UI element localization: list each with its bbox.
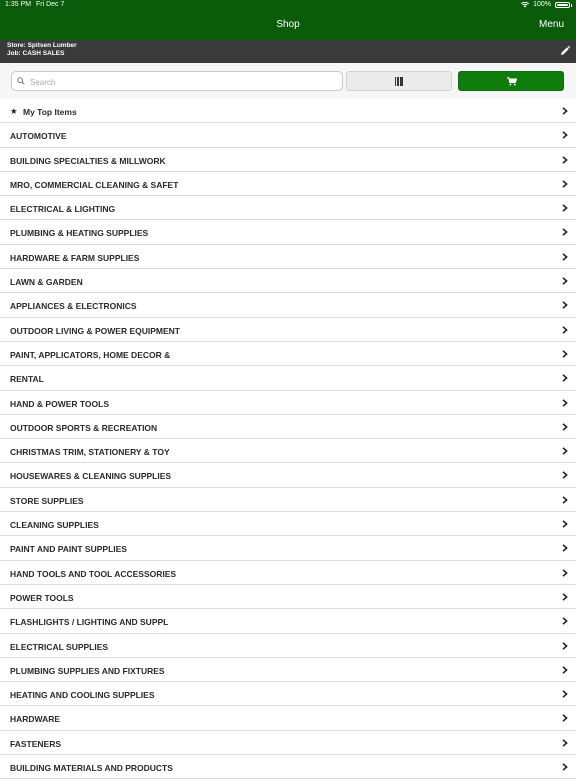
chevron-right-icon bbox=[562, 739, 568, 747]
cart-icon bbox=[507, 77, 517, 86]
pencil-icon[interactable] bbox=[559, 45, 571, 57]
star-icon: ★ bbox=[10, 106, 18, 116]
list-item-label: AUTOMOTIVE bbox=[10, 131, 67, 142]
list-item[interactable] bbox=[0, 585, 576, 609]
chevron-right-icon bbox=[562, 253, 568, 261]
list-item-label: LAWN & GARDEN bbox=[10, 277, 83, 288]
chevron-right-icon bbox=[562, 326, 568, 334]
list-item-label: PLUMBING & HEATING SUPPLIES bbox=[10, 228, 149, 239]
list-item-label: HARDWARE & FARM SUPPLIES bbox=[10, 252, 140, 263]
list-item-label: FASTENERS bbox=[10, 738, 62, 749]
list-item[interactable] bbox=[0, 415, 576, 439]
list-item[interactable] bbox=[0, 512, 576, 536]
list-item-label: PAINT AND PAINT SUPPLIES bbox=[10, 544, 127, 555]
list-item-label: HEATING AND COOLING SUPPLIES bbox=[10, 690, 155, 701]
list-item-label: CLEANING SUPPLIES bbox=[10, 520, 99, 531]
list-item[interactable] bbox=[0, 123, 576, 147]
list-item[interactable] bbox=[0, 391, 576, 415]
status-time: 1:35 PM bbox=[5, 1, 32, 8]
list-item[interactable] bbox=[0, 609, 576, 633]
list-item-label: BUILDING MATERIALS AND PRODUCTS bbox=[10, 763, 173, 774]
chevron-right-icon bbox=[562, 131, 568, 139]
list-item-label: HAND & POWER TOOLS bbox=[10, 398, 110, 409]
list-item[interactable] bbox=[0, 196, 576, 220]
chevron-right-icon bbox=[562, 593, 568, 601]
list-item[interactable] bbox=[0, 731, 576, 755]
list-item[interactable] bbox=[0, 342, 576, 366]
chevron-right-icon bbox=[562, 204, 568, 212]
list-item-label: RENTAL bbox=[10, 374, 44, 385]
list-item-label: PLUMBING SUPPLIES AND FIXTURES bbox=[10, 665, 165, 676]
battery-percent: 100% bbox=[533, 1, 551, 8]
nav-bar bbox=[0, 0, 576, 40]
list-item[interactable] bbox=[0, 634, 576, 658]
search-input[interactable] bbox=[28, 74, 332, 90]
cart-button[interactable] bbox=[458, 71, 564, 91]
chevron-right-icon bbox=[562, 277, 568, 285]
list-item-label: ELECTRICAL & LIGHTING bbox=[10, 204, 116, 215]
list-item[interactable] bbox=[0, 172, 576, 196]
list-item[interactable] bbox=[0, 245, 576, 269]
category-list bbox=[0, 99, 576, 779]
scan-barcode-button[interactable] bbox=[346, 71, 452, 91]
list-item[interactable] bbox=[0, 658, 576, 682]
list-item-label: OUTDOOR LIVING & POWER EQUIPMENT bbox=[10, 325, 181, 336]
store-info-bar bbox=[0, 40, 576, 63]
barcode-icon bbox=[395, 77, 403, 86]
chevron-right-icon bbox=[562, 642, 568, 650]
chevron-right-icon bbox=[562, 107, 568, 115]
chevron-right-icon bbox=[562, 544, 568, 552]
battery-level bbox=[557, 4, 568, 6]
list-item[interactable] bbox=[0, 463, 576, 487]
list-item-label: HAND TOOLS AND TOOL ACCESSORIES bbox=[10, 568, 177, 579]
status-date: Fri Dec 7 bbox=[36, 1, 65, 8]
chevron-right-icon bbox=[562, 496, 568, 504]
list-item[interactable] bbox=[0, 682, 576, 706]
list-item[interactable] bbox=[0, 706, 576, 730]
store-name: Store: Spitsen Lumber bbox=[7, 42, 77, 49]
chevron-right-icon bbox=[562, 301, 568, 309]
list-item-label: FLASHLIGHTS / LIGHTING AND SUPPL bbox=[10, 617, 169, 628]
chevron-right-icon bbox=[562, 520, 568, 528]
list-item-label: MRO, COMMERCIAL CLEANING & SAFET bbox=[10, 179, 179, 190]
list-item-label: POWER TOOLS bbox=[10, 592, 74, 603]
status-indicators bbox=[521, 1, 570, 8]
list-item[interactable] bbox=[0, 536, 576, 560]
list-item[interactable] bbox=[0, 148, 576, 172]
list-item-my-top-items[interactable] bbox=[0, 99, 576, 123]
list-item-label: CHRISTMAS TRIM, STATIONERY & TOY bbox=[10, 447, 170, 458]
list-item[interactable] bbox=[0, 439, 576, 463]
list-item-label: STORE SUPPLIES bbox=[10, 495, 84, 506]
list-item[interactable] bbox=[0, 269, 576, 293]
list-item[interactable] bbox=[0, 561, 576, 585]
chevron-right-icon bbox=[562, 399, 568, 407]
search-toolbar bbox=[0, 63, 576, 99]
chevron-right-icon bbox=[562, 156, 568, 164]
list-item-label: HOUSEWARES & CLEANING SUPPLIES bbox=[10, 471, 172, 482]
chevron-right-icon bbox=[562, 714, 568, 722]
chevron-right-icon bbox=[562, 228, 568, 236]
battery-icon bbox=[555, 2, 570, 8]
job-name: Job: CASH SALES bbox=[7, 50, 65, 57]
list-item[interactable] bbox=[0, 220, 576, 244]
search-field[interactable] bbox=[11, 71, 343, 91]
chevron-right-icon bbox=[562, 666, 568, 674]
chevron-right-icon bbox=[562, 569, 568, 577]
chevron-right-icon bbox=[562, 447, 568, 455]
chevron-right-icon bbox=[562, 423, 568, 431]
list-item[interactable] bbox=[0, 293, 576, 317]
chevron-right-icon bbox=[562, 471, 568, 479]
list-item-label: PAINT, APPLICATORS, HOME DECOR & bbox=[10, 349, 171, 360]
list-item-label: My Top Items bbox=[23, 107, 77, 117]
chevron-right-icon bbox=[562, 690, 568, 698]
list-item-label: APPLIANCES & ELECTRONICS bbox=[10, 301, 137, 312]
list-item[interactable] bbox=[0, 366, 576, 390]
menu-button[interactable]: Menu bbox=[538, 19, 564, 30]
list-item-label: BUILDING SPECIALTIES & MILLWORK bbox=[10, 155, 166, 166]
page-title: Shop bbox=[276, 19, 300, 30]
wifi-icon bbox=[521, 2, 529, 8]
chevron-right-icon bbox=[562, 763, 568, 771]
list-item-label: OUTDOOR SPORTS & RECREATION bbox=[10, 422, 158, 433]
chevron-right-icon bbox=[562, 374, 568, 382]
list-item-label: ELECTRICAL SUPPLIES bbox=[10, 641, 109, 652]
chevron-right-icon bbox=[562, 180, 568, 188]
chevron-right-icon bbox=[562, 617, 568, 625]
list-item[interactable] bbox=[0, 488, 576, 512]
chevron-right-icon bbox=[562, 350, 568, 358]
list-item[interactable] bbox=[0, 318, 576, 342]
list-item[interactable] bbox=[0, 755, 576, 779]
search-icon bbox=[17, 77, 25, 85]
list-item-label: HARDWARE bbox=[10, 714, 61, 725]
